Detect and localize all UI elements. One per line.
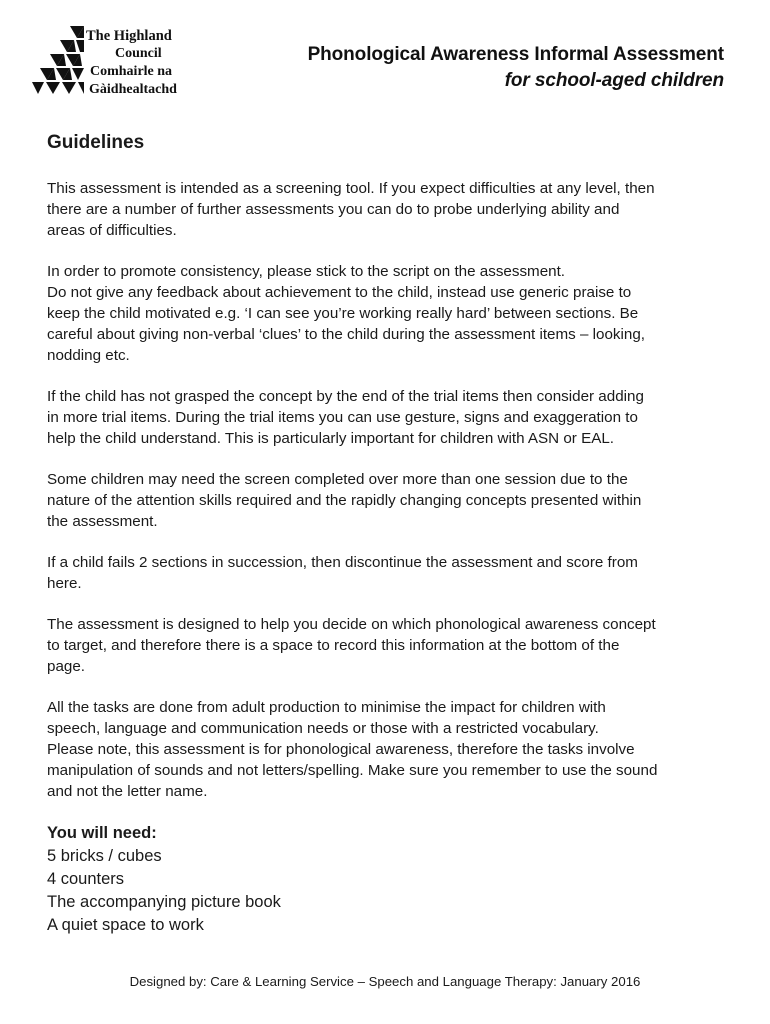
paragraph-discontinue [47,552,737,594]
text-line: and not the letter name. [47,783,208,800]
text-line: careful about giving non-verbal ‘clues’ to the child during the assessment items – looking, [47,326,645,343]
paragraph-trial-items [47,386,737,449]
text-line: Some children may need the screen completed over more than one session due to the [47,471,628,488]
guidelines-heading: Guidelines [47,132,145,153]
title-main: Phonological Awareness Informal Assessment [307,44,724,65]
text-line: keep the child motivated e.g. ‘I can see you’re working really hard’ between sections. Be [47,305,639,322]
list-item: The accompanying picture book [47,893,281,911]
paragraph-consistency [47,261,737,366]
guidelines-section [47,130,737,937]
text-line: the assessment. [47,513,158,530]
materials-list [47,822,737,937]
paragraph-screening [47,178,737,241]
paragraph-target-concept [47,614,737,677]
text-line: nodding etc. [47,347,130,364]
text-line: in more trial items. During the trial items you can use gesture, signs and exaggeration to [47,409,638,426]
triangle-logo-icon [30,24,86,96]
list-item: A quiet space to work [47,916,204,934]
text-line: here. [47,575,82,592]
text-line: In order to promote consistency, please stick to the script on the assessment. [47,263,566,280]
text-line: nature of the attention skills required and the rapidly changing concepts presented within [47,492,642,509]
text-line: The assessment is designed to help you decide on which phonological awareness concept [47,616,656,633]
list-item: 5 bricks / cubes [47,847,162,865]
text-line: Please note, this assessment is for phonological awareness, therefore the tasks involve [47,741,635,758]
logo-line-3: Comhairle na [90,64,173,79]
text-line: manipulation of sounds and not letters/spelling. Make sure you remember to use the sound [47,762,658,779]
text-line: If a child fails 2 sections in succession, then discontinue the assessment and score from [47,554,638,571]
paragraph-sessions [47,469,737,532]
text-line: page. [47,658,86,675]
text-line: If the child has not grasped the concept by the end of the trial items then consider adding [47,388,644,405]
text-line: help the child understand. This is particularly important for children with ASN or EAL. [47,430,614,447]
logo-line-1: The Highland [86,28,172,44]
highland-council-logo [30,24,190,104]
text-line: This assessment is intended as a screening tool. If you expect difficulties at any level, then [47,180,655,197]
logo-line-4: Gàidhealtachd [89,82,177,97]
materials-heading: You will need: [47,824,157,842]
logo-wordmark [86,27,211,99]
page-footer: Designed by: Care & Learning Service – Speech and Language Therapy: January 2016 [129,974,641,989]
document-title [308,42,724,94]
paragraph-adult-production [47,697,737,802]
text-line: to target, and therefore there is a space to record this information at the bottom of the [47,637,620,654]
text-line: there are a number of further assessments you can do to probe underlying ability and [47,201,620,218]
title-subtitle: for school-aged children [504,70,724,91]
logo-line-2: Council [115,46,162,61]
text-line: speech, language and communication needs or those with a restricted vocabulary. [47,720,599,737]
text-line: Do not give any feedback about achievement to the child, instead use generic praise to [47,284,632,301]
list-item: 4 counters [47,870,125,888]
text-line: All the tasks are done from adult production to minimise the impact for children with [47,699,606,716]
text-line: areas of difficulties. [47,222,177,239]
